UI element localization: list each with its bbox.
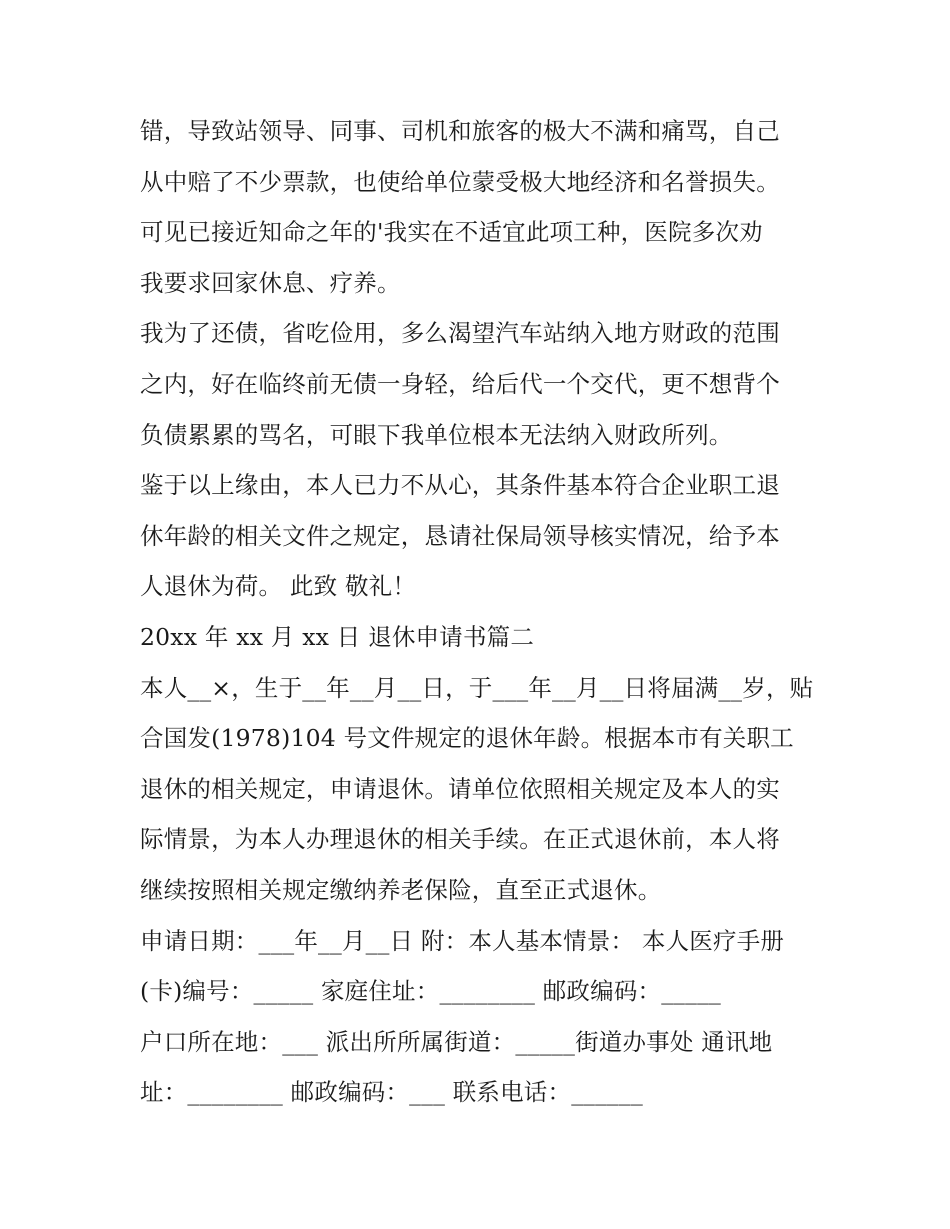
text-line: 户口所在地：___ 派出所所属街道：_____街道办事处 通讯地: [140, 1027, 773, 1056]
text-line: 继续按照相关规定缴纳养老保险，直至正式退休。: [140, 875, 662, 904]
text-line: 我为了还债，省吃俭用，多么渴望汽车站纳入地方财政的范围: [140, 319, 780, 348]
text-line: 申请日期：___年__月__日 附：本人基本情景： 本人医疗手册: [140, 926, 785, 955]
section-heading: 20xx 年 xx 月 xx 日 退休申请书篇二: [140, 622, 535, 651]
text-line: 从中赔了不少票款，也使给单位蒙受极大地经济和名誉损失。: [140, 167, 780, 196]
text-line: (卡)编号：_____ 家庭住址：________ 邮政编码：_____: [140, 977, 721, 1006]
text-line: 退休的相关规定，申请退休。请单位依照相关规定及本人的实: [140, 774, 780, 803]
text-line: 人退休为荷。 此致 敬礼！: [140, 572, 417, 601]
text-line: 错，导致站领导、同事、司机和旅客的极大不满和痛骂，自己: [140, 117, 780, 145]
text-line: 际情景，为本人办理退休的相关手续。在正式退休前，本人将: [140, 825, 780, 854]
text-line: 负债累累的骂名，可眼下我单位根本无法纳入财政所列。: [140, 420, 733, 449]
text-line: 鉴于以上缘由，本人已力不从心，其条件基本符合企业职工退: [140, 471, 780, 500]
text-line: 休年龄的相关文件之规定，恳请社保局领导核实情况，给予本: [140, 521, 780, 550]
text-line: 可见已接近知命之年的'我实在不适宜此项工种，医院多次劝: [140, 218, 763, 247]
text-line: 之内，好在临终前无债一身轻，给后代一个交代，更不想背个: [140, 369, 780, 398]
text-line: 本人__×，生于__年__月__日，于___年__月__日将届满__岁，贴: [140, 673, 814, 702]
text-line: 址：________ 邮政编码：___ 联系电话：______: [140, 1078, 643, 1107]
text-line: 我要求回家休息、疗养。: [140, 268, 401, 297]
document-body: [140, 106, 820, 1118]
text-line: 合国发(1978)104 号文件规定的退休年龄。根据本市有关职工: [140, 724, 794, 753]
